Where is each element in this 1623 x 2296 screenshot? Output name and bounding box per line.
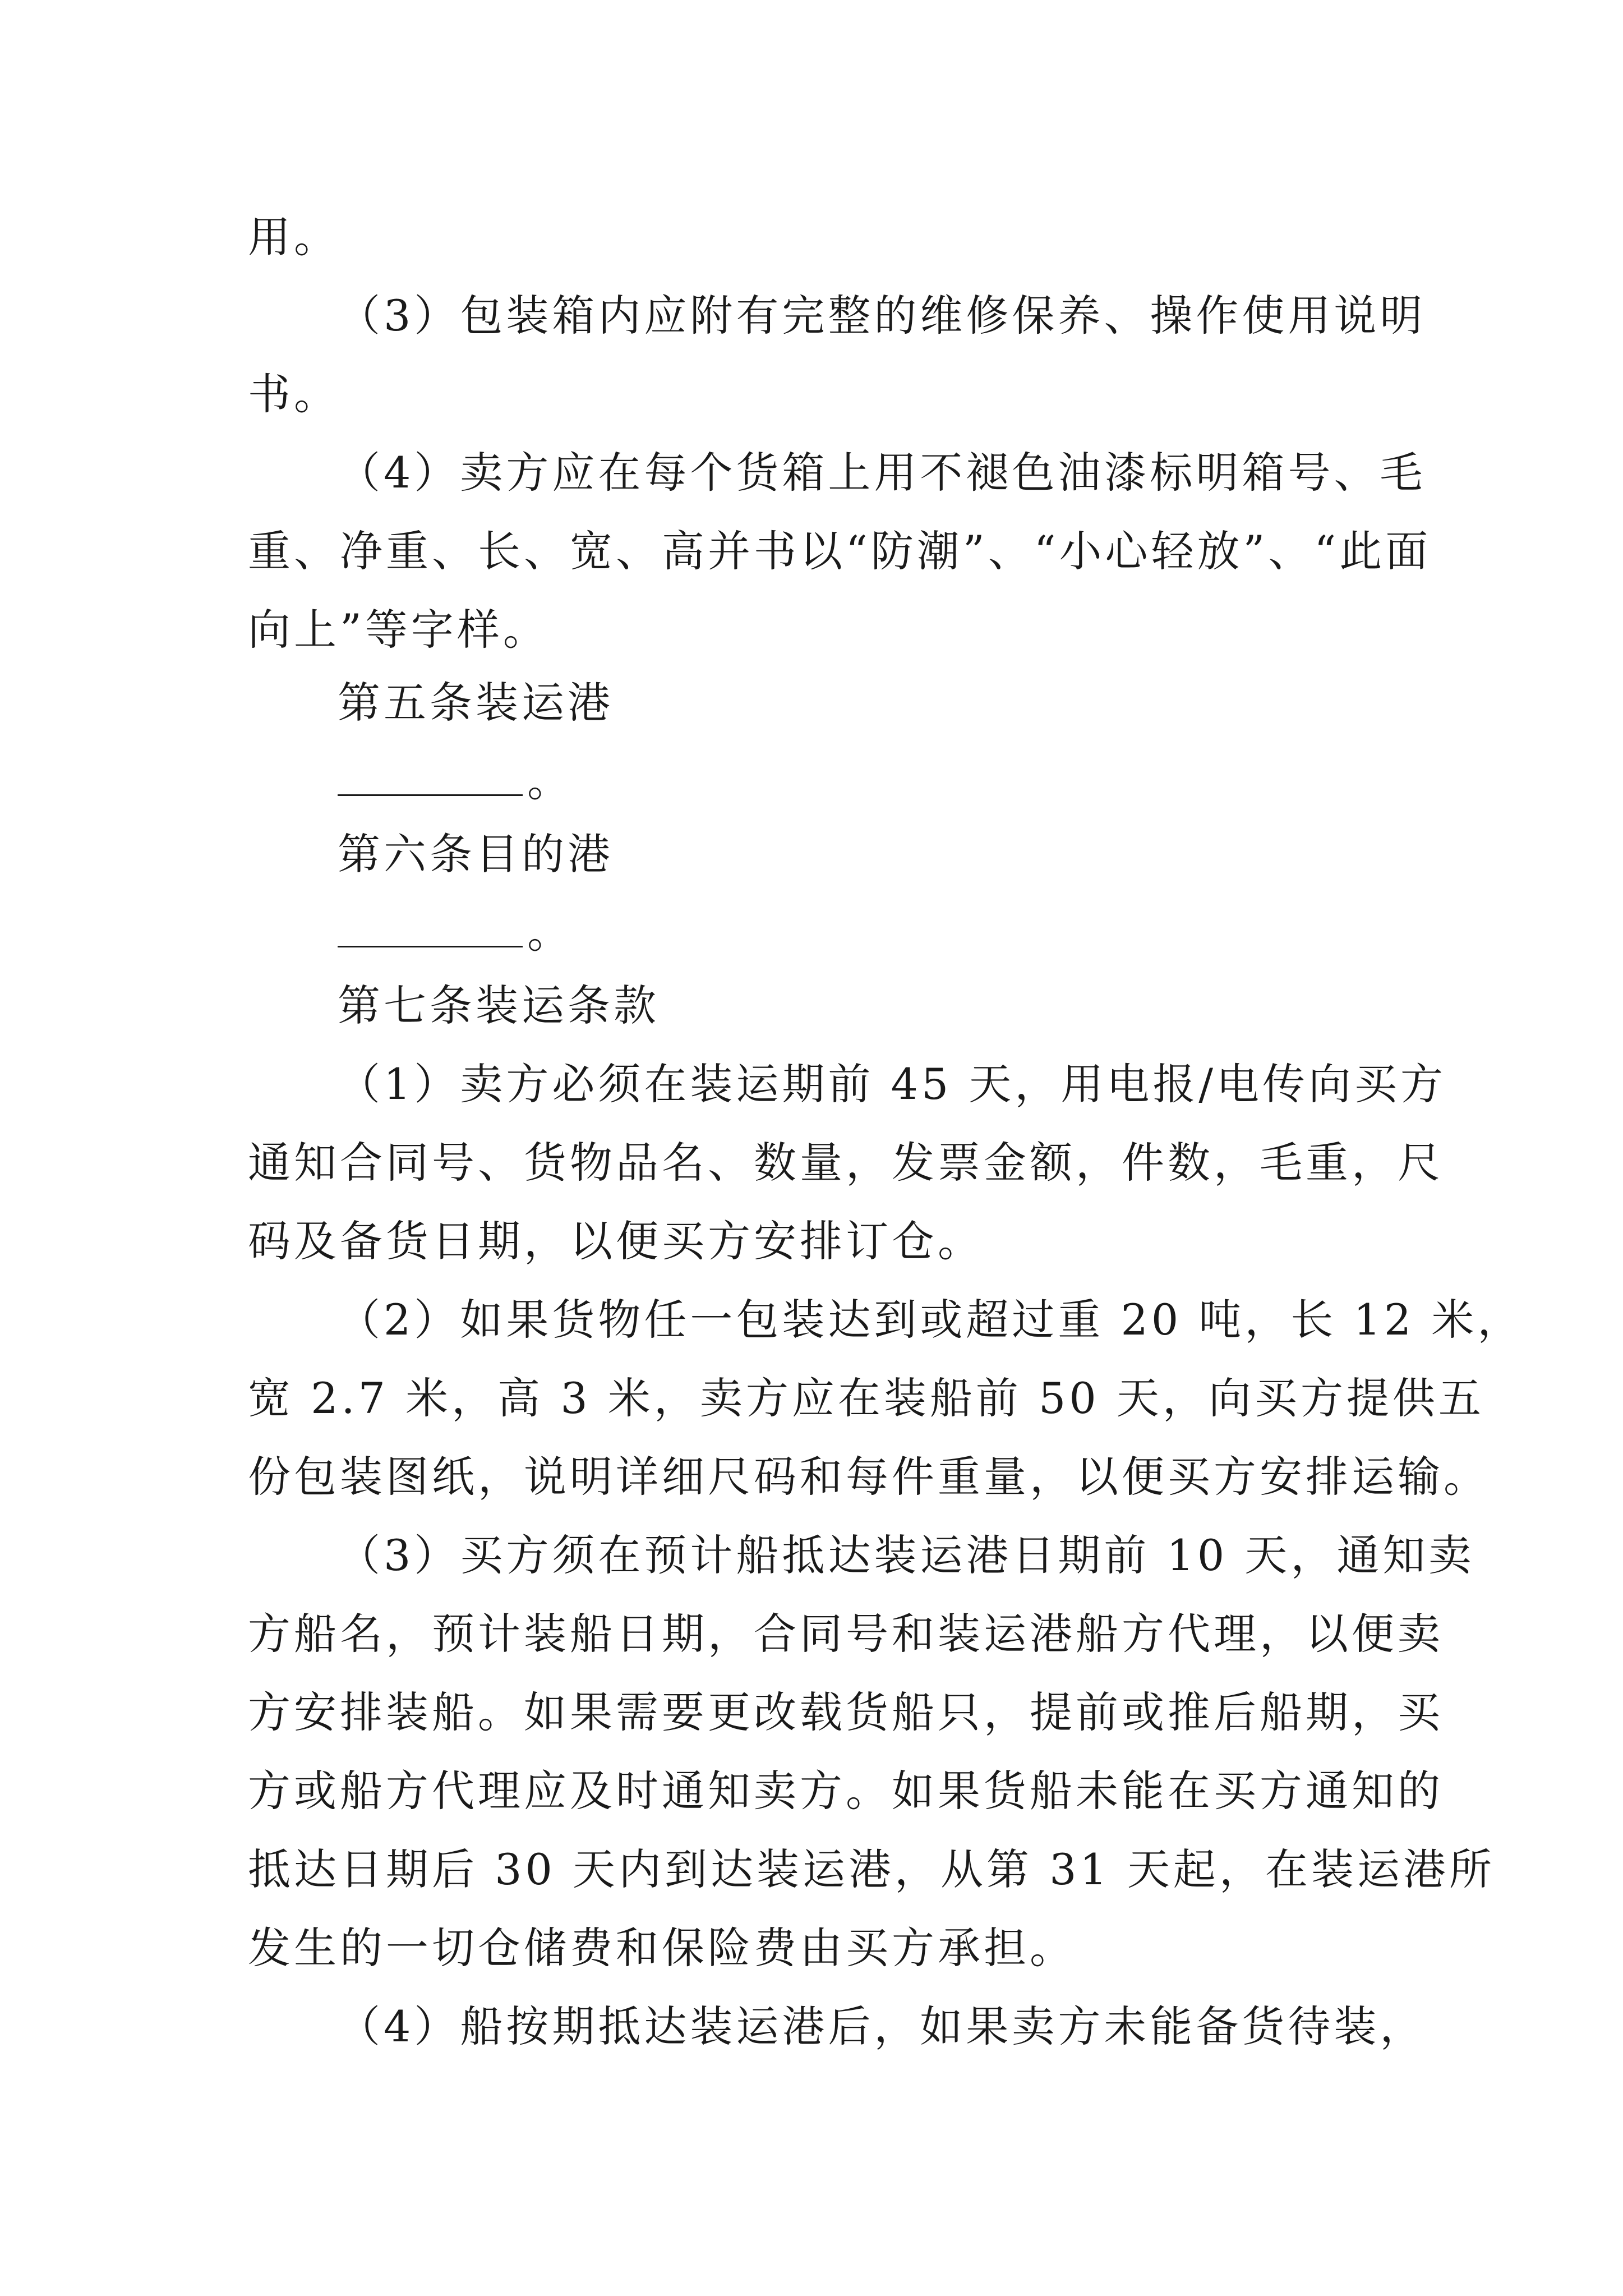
shipping-item-2-line-3: 份包装图纸，说明详细尺码和每件重量，以便买方安排运输。 [248, 1452, 1490, 1502]
article-7-heading: 第七条装运条款 [338, 981, 660, 1030]
shipping-item-3-line-6: 发生的一切仓储费和保险费由买方承担。 [248, 1923, 1076, 1973]
article-6-heading: 第六条目的港 [338, 829, 614, 879]
shipping-item-3-line-4: 方或船方代理应及时通知卖方。如果货船未能在买方通知的 [248, 1766, 1444, 1816]
shipping-item-4-line-1: （4）船按期抵达装运港后，如果卖方未能备货待装， [338, 2001, 1426, 2051]
shipping-item-1-line-1: （1）卖方必须在装运期前 45 天，用电报/电传向买方 [338, 1059, 1446, 1109]
packing-item-3-line-1: （3）包装箱内应附有完整的维修保养、操作使用说明 [338, 291, 1426, 341]
packing-item-4-line-1: （4）卖方应在每个货箱上用不褪色油漆标明箱号、毛 [338, 448, 1426, 498]
article-6-blank-period: 。 [527, 908, 573, 958]
shipping-item-2-line-2: 宽 2.7 米，高 3 米，卖方应在装船前 50 天，向买方提供五 [248, 1373, 1484, 1423]
article-5-blank-line [338, 756, 573, 807]
text-line-1: 用。 [248, 212, 340, 262]
shipping-item-1-line-3: 码及备货日期，以便买方安排订仓。 [248, 1216, 984, 1266]
shipping-item-3-line-5: 抵达日期后 30 天内到达装运港，从第 31 天起，在装运港所 [248, 1844, 1496, 1894]
destination-port-blank[interactable] [338, 912, 523, 947]
shipping-item-2-line-1: （2）如果货物任一包装达到或超过重 20 吨，长 12 米， [338, 1295, 1524, 1345]
packing-item-4-line-3: 向上”等字样。 [248, 605, 549, 655]
shipping-item-3-line-1: （3）买方须在预计船抵达装运港日期前 10 天，通知卖 [338, 1530, 1475, 1580]
article-5-blank-period: 。 [527, 756, 573, 806]
article-5-heading: 第五条装运港 [338, 678, 614, 728]
shipping-item-3-line-3: 方安排装船。如果需要更改载货船只，提前或推后船期，买 [248, 1687, 1444, 1737]
packing-item-3-line-2: 书。 [248, 369, 340, 419]
packing-item-4-line-2: 重、净重、长、宽、高并书以“防潮”、“小心轻放”、“此面 [248, 526, 1432, 576]
shipping-item-3-line-2: 方船名，预计装船日期，合同号和装运港船方代理，以便卖 [248, 1609, 1444, 1659]
shipping-item-1-line-2: 通知合同号、货物品名、数量，发票金额，件数，毛重，尺 [248, 1138, 1444, 1188]
loading-port-blank[interactable] [338, 761, 523, 796]
article-6-blank-line [338, 908, 573, 958]
